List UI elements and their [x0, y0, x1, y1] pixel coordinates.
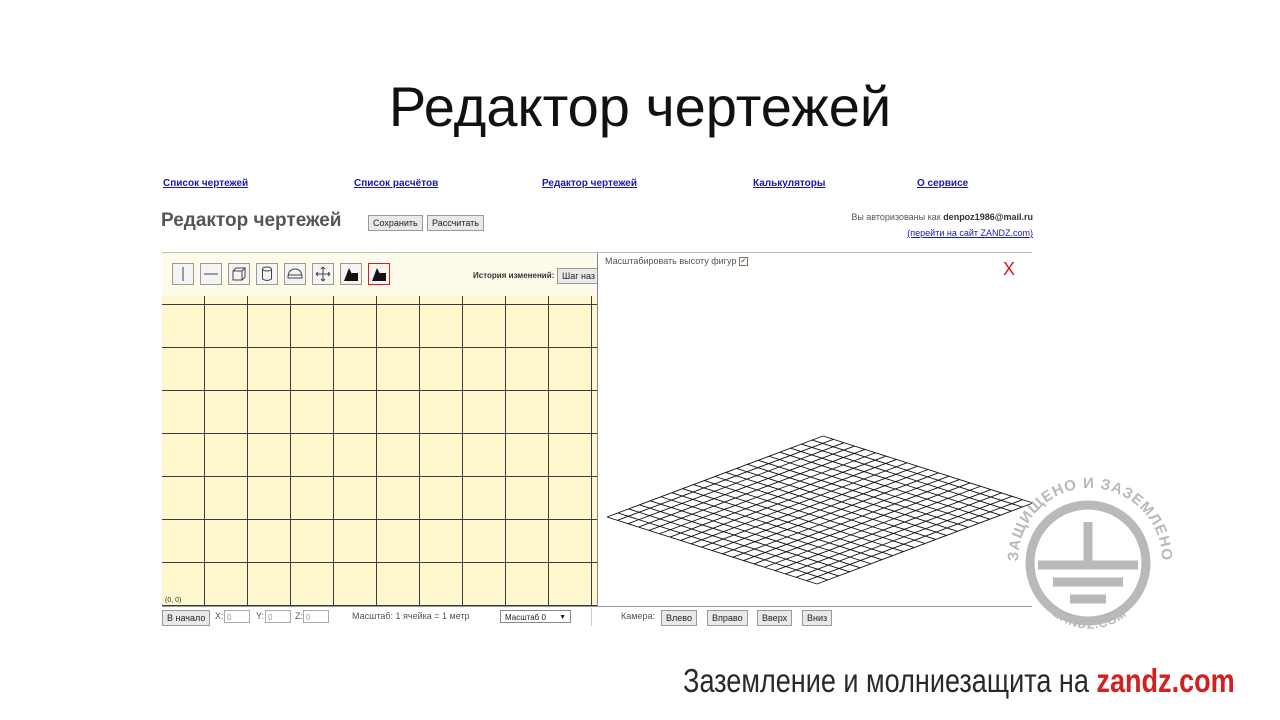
nav-calculations-list[interactable]: Список расчётов — [354, 178, 439, 189]
nav-about[interactable]: О сервисе — [917, 178, 969, 189]
horizontal-line-icon[interactable] — [200, 263, 222, 285]
scale-height-option[interactable] — [605, 256, 748, 266]
camera-left-button[interactable]: Влево — [661, 610, 697, 626]
footer-brand: zandz.com — [1096, 662, 1235, 699]
move-icon[interactable] — [312, 263, 334, 285]
auth-user: denpoz1986@mail.ru — [943, 212, 1033, 222]
grid-line-vertical — [376, 296, 377, 606]
vertical-line-icon[interactable] — [172, 263, 194, 285]
grid-line-vertical — [548, 296, 549, 606]
iso-grid-line — [607, 517, 817, 584]
cylinder-icon[interactable] — [256, 263, 278, 285]
close-icon[interactable]: X — [1003, 259, 1016, 279]
box-icon[interactable] — [228, 263, 250, 285]
x-label: X: — [215, 611, 224, 621]
grid-line-vertical — [247, 296, 248, 606]
zandz-stamp-logo — [1000, 470, 1180, 650]
grid-line-horizontal — [162, 433, 597, 434]
iso-grid-line — [618, 513, 828, 580]
grid-line-vertical — [505, 296, 506, 606]
slide-title: Редактор чертежей — [388, 75, 892, 138]
camera-label: Камера: — [621, 611, 655, 621]
isometric-grid — [607, 436, 1033, 584]
scale-height-label: Масштабировать высоту фигур — [605, 256, 737, 266]
dome-icon[interactable] — [284, 263, 306, 285]
bottom-divider — [162, 606, 1032, 607]
svg-text:ZANDZ.COM — [1051, 606, 1130, 632]
grid-line-horizontal — [162, 390, 597, 391]
scale-select[interactable] — [500, 610, 571, 623]
shape-selected-icon[interactable] — [368, 263, 390, 285]
site-link[interactable]: (перейти на сайт ZANDZ.com) — [907, 228, 1033, 238]
chevron-down-icon: ▼ — [559, 614, 566, 621]
origin-label: (0, 0) — [165, 597, 182, 604]
shape-icon[interactable] — [340, 263, 362, 285]
camera-up-button[interactable]: Вверх — [757, 610, 792, 626]
grid-line-vertical — [462, 296, 463, 606]
stamp-top-text: ЗАЩИЩЕНО И ЗАЗЕМЛЕНО — [1004, 474, 1176, 562]
scale-text: Масштаб: 1 ячейка = 1 метр — [352, 611, 470, 621]
save-button[interactable]: Сохранить — [368, 215, 423, 231]
z-label: Z: — [295, 611, 303, 621]
history-label: История изменений: — [473, 271, 555, 280]
footer-text: Заземление и молниезащита на — [683, 662, 1097, 699]
camera-right-button[interactable]: Вправо — [707, 610, 748, 626]
toolbar — [162, 253, 597, 296]
footer-slogan — [683, 662, 1235, 700]
grid-line-horizontal — [162, 519, 597, 520]
calculate-button[interactable]: Рассчитать — [427, 215, 484, 231]
iso-grid-line — [796, 496, 1012, 577]
stamp-bottom-text: ZANDZ.COM — [1050, 606, 1130, 632]
grid-line-horizontal — [162, 476, 597, 477]
scale-height-checkbox[interactable]: ✔ — [740, 258, 747, 266]
drawing-canvas[interactable] — [162, 253, 598, 606]
grid-line-vertical — [204, 296, 205, 606]
y-input[interactable]: 0 — [265, 610, 291, 623]
page-title: Редактор чертежей — [161, 210, 342, 231]
grid-line-vertical — [591, 296, 592, 606]
y-label: Y: — [256, 611, 265, 621]
bottom-separator — [591, 608, 592, 626]
grid-line-horizontal — [162, 562, 597, 563]
home-button[interactable]: В начало — [162, 610, 210, 626]
nav-drawings-list[interactable]: Список чертежей — [163, 178, 249, 189]
iso-grid-line — [629, 509, 839, 576]
nav-drawing-editor[interactable]: Редактор чертежей — [542, 178, 637, 189]
grid-line-horizontal — [162, 304, 597, 305]
auth-prefix: Вы авторизованы как — [851, 212, 944, 222]
auth-status — [851, 212, 1033, 222]
nav-calculators[interactable]: Калькуляторы — [753, 178, 826, 189]
scale-select-value: Масштаб 0 — [505, 613, 546, 622]
grid-line-horizontal — [162, 347, 597, 348]
grid-line-vertical — [290, 296, 291, 606]
undo-button[interactable]: Шаг наз — [557, 268, 598, 284]
x-input[interactable]: 0 — [224, 610, 250, 623]
grid-line-vertical — [333, 296, 334, 606]
grid-line-vertical — [419, 296, 420, 606]
iso-grid-line — [639, 505, 849, 572]
isometric-grid-view[interactable] — [600, 420, 1040, 610]
z-input[interactable]: 0 — [303, 610, 329, 623]
camera-down-button[interactable]: Вниз — [802, 610, 832, 626]
iso-grid-line — [807, 500, 1023, 581]
